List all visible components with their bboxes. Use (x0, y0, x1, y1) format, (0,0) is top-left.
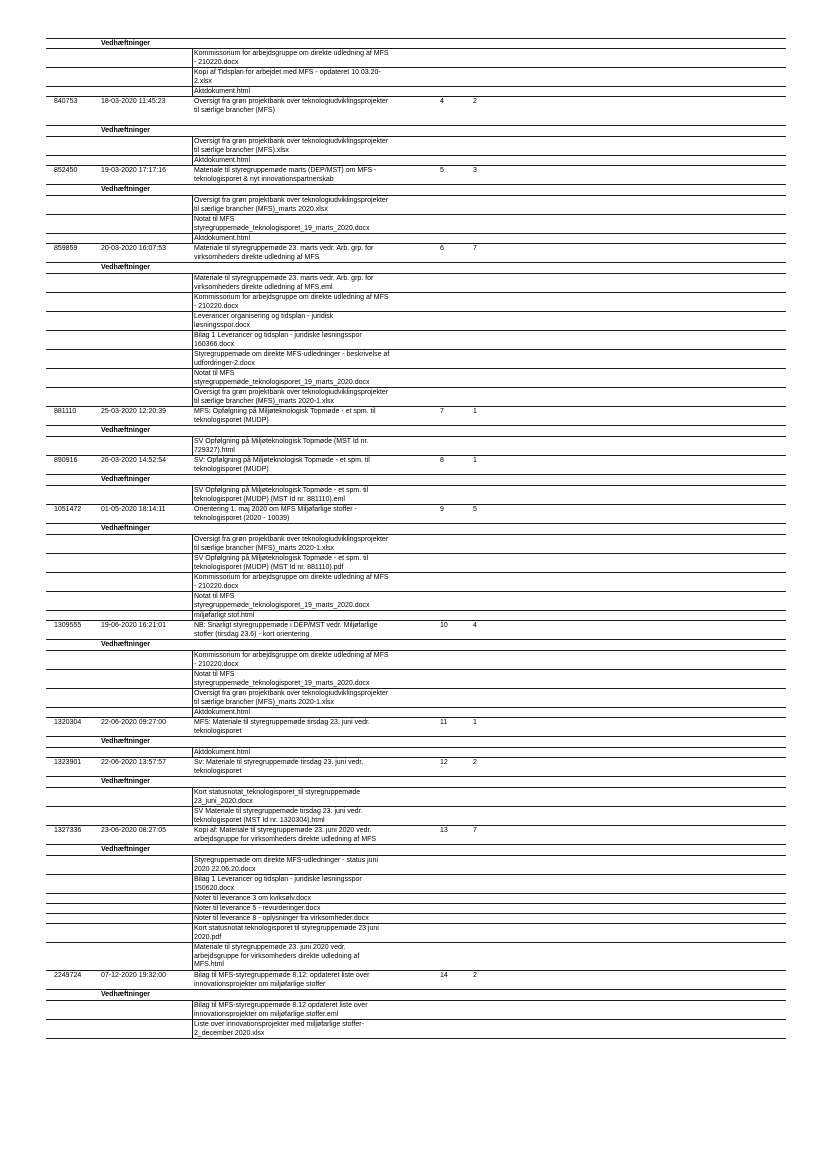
attachment-count: 2 (473, 972, 477, 979)
attachment-divider (192, 894, 193, 904)
attachment-divider (192, 748, 193, 758)
attachment-title: Oversigt fra grøn projektbank over teknologiudviklingsprojekter til særlige brancher (MFS).xlsx (194, 138, 389, 154)
attachment-row (46, 274, 786, 293)
attachment-divider (192, 611, 193, 621)
attachment-count: 7 (473, 245, 477, 252)
attachment-row (46, 748, 786, 758)
attachments-header-row (46, 475, 786, 486)
document-number: 6 (440, 245, 444, 252)
attachment-row (46, 486, 786, 505)
attachment-count: 5 (473, 506, 477, 513)
attachment-divider (192, 1020, 193, 1039)
attachment-divider (192, 651, 193, 670)
record-row (46, 456, 786, 475)
attachment-row (46, 924, 786, 943)
attachment-row (46, 437, 786, 456)
attachment-divider (192, 670, 193, 689)
attachment-row (46, 708, 786, 718)
attachments-heading: Vedhæftninger (101, 738, 151, 745)
attachment-title: Styregruppemøde om direkte MFS-udledninger - status juni 2020 22.06.20.docx (194, 857, 379, 873)
document-title: Materiale til styregruppemøde 23. marts vedr. Arb. grp. for virksomheders direkte udledning af MFS (194, 245, 374, 261)
attachments-heading: Vedhæftninger (101, 846, 151, 853)
document-number: 7 (440, 408, 444, 415)
attachment-divider (192, 554, 193, 573)
attachment-row (46, 312, 786, 331)
attachments-heading: Vedhæftninger (101, 264, 151, 271)
attachment-title: Oversigt fra grøn projektbank over teknologiudviklingsprojekter til særlige brancher (MFS)_marts 2020.xlsx (194, 197, 389, 213)
document-date: 22-06-2020 09:27:00 (101, 719, 166, 726)
attachment-title: Liste over innovationsprojekter med miljøfarlige stoffer- 2_december 2020.xlsx (194, 1021, 364, 1037)
document-id: 881110 (54, 408, 77, 415)
attachments-header-row (46, 845, 786, 856)
attachment-divider (192, 137, 193, 156)
attachment-title: Kort statusnotat_teknologisporet_til styregruppemøde 23_juni_2020.docx (194, 789, 361, 805)
document-title: Bilag til MFS-styregruppemøde 8.12: opdateret liste over innovationsprojekter om miljøfarlige stoffer (194, 972, 370, 988)
attachment-count: 1 (473, 457, 477, 464)
attachment-row (46, 293, 786, 312)
attachment-title: Kommissorium for arbejdsgruppe om direkte udledning af MFS - 210220.docx (194, 574, 389, 590)
attachment-row (46, 914, 786, 924)
attachment-divider (192, 689, 193, 708)
record-row (46, 97, 786, 126)
attachment-title: Noter til leverance 8 - oplysninger fra virksomheder.docx (194, 915, 369, 922)
attachment-divider (192, 592, 193, 611)
document-id: 1309555 (54, 622, 82, 629)
document-id: 852450 (54, 167, 78, 174)
attachments-heading: Vedhæftninger (101, 186, 151, 193)
attachment-divider (192, 788, 193, 807)
attachment-row (46, 788, 786, 807)
attachments-header-row (46, 737, 786, 748)
attachment-divider (192, 215, 193, 234)
attachment-title: Styregruppemøde om direkte MFS-udledninger - beskrivelse af udfordringer-2.docx (194, 351, 390, 367)
attachment-title: Aktdokument.html (194, 235, 251, 242)
attachments-heading: Vedhæftninger (101, 641, 151, 648)
attachment-row (46, 611, 786, 621)
attachment-title: Aktdokument.html (194, 709, 251, 716)
record-row (46, 244, 786, 263)
attachment-count: 4 (473, 622, 477, 629)
attachments-heading: Vedhæftninger (101, 525, 151, 532)
attachment-divider (192, 1001, 193, 1020)
attachment-row (46, 1020, 786, 1039)
record-row (46, 505, 786, 524)
attachment-row (46, 49, 786, 68)
attachments-header-row (46, 524, 786, 535)
attachment-divider (192, 914, 193, 924)
document-date: 01-05-2020 18:14:11 (101, 506, 166, 513)
attachment-divider (192, 904, 193, 914)
attachment-row (46, 350, 786, 369)
attachments-heading: Vedhæftninger (101, 127, 151, 134)
document-title: NB: Snarligt styregruppemøde i DEP/MST vedr. Miljøfarlige stoffer (tirsdag 23.6) - kort orientering (194, 622, 378, 638)
attachment-title: Leverancer organisering og tidsplan - juridisk løsningsspor.docx (194, 313, 334, 329)
document-id: 1051472 (54, 506, 82, 513)
attachment-title: Materiale til styregruppemøde 23. juni 2020 vedr. arbejdsgruppe for virksomheders direkte udledning af MFS.html (194, 944, 360, 969)
document-title: Materiale til styregruppemøde marts (DEP/MST) om MFS - teknologisporet & nyt innovationspartnerskab (194, 167, 377, 183)
record-row (46, 718, 786, 737)
attachment-divider (192, 68, 193, 87)
attachment-row (46, 573, 786, 592)
attachment-title: Bilag til MFS-styregruppemøde 8.12 opdateret liste over innovationsprojekter om miljøfarlige stoffer.eml (194, 1002, 368, 1018)
attachment-divider (192, 293, 193, 312)
attachment-count: 2 (473, 759, 477, 766)
document-id: 859859 (54, 245, 78, 252)
attachment-title: Oversigt fra grøn projektbank over teknologiudviklingsprojekter til særlige brancher (MFS)_marts 2020-1.xlsx (194, 389, 389, 405)
attachment-title: Kommissorium for arbejdsgruppe om direkte udledning af MFS - 210220.docx (194, 50, 389, 66)
attachment-divider (192, 156, 193, 166)
attachment-divider (192, 369, 193, 388)
attachments-heading: Vedhæftninger (101, 778, 151, 785)
attachment-row (46, 388, 786, 407)
document-date: 19-03-2020 17:17:16 (101, 167, 166, 174)
attachment-row (46, 592, 786, 611)
document-date: 25-03-2020 12:20:39 (101, 408, 166, 415)
attachment-title: Notat til MFS styregruppemøde_teknologisporet_19_marts_2020.docx (194, 216, 370, 232)
document-date: 19-06-2020 16:21:01 (101, 622, 166, 629)
document-date: 18-03-2020 11:45:23 (101, 98, 166, 105)
document-number: 5 (440, 167, 444, 174)
attachment-title: SV Opfølgning på Miljøteknologisk Topmøde (MST Id nr. 729327).html (194, 438, 369, 454)
attachment-title: SV Opfølgning på Miljøteknologisk Topmøde - et spm. til teknologisporet (MUDP) (MST Id nr. 881110).pdf (194, 555, 369, 571)
document-number: 14 (440, 972, 448, 979)
attachments-header-row (46, 263, 786, 274)
attachment-row (46, 875, 786, 894)
document-title: MFS: Materiale til styregruppemøde tirsdag 23. juni vedr. teknologisporet (194, 719, 370, 735)
attachment-title: miljøfarligt stof.html (194, 612, 255, 619)
document-id: 890916 (54, 457, 78, 464)
attachment-title: Kort statusnotat teknologisporet til styregruppemøde 23 juni 2020.pdf (194, 925, 379, 941)
document-date: 20-03-2020 16:07:53 (101, 245, 166, 252)
attachment-divider (192, 807, 193, 826)
attachment-title: Oversigt fra grøn projektbank over teknologiudviklingsprojekter til særlige brancher (MFS)_marts 2020-1.xlsx (194, 536, 389, 552)
attachment-row (46, 68, 786, 87)
document-date: 26-03-2020 14:52:54 (101, 457, 166, 464)
attachment-row (46, 807, 786, 826)
record-row (46, 407, 786, 426)
attachment-row (46, 943, 786, 971)
attachment-title: Bilag 1 Leverancer og tidsplan - juridiske løsningsspor 150620.docx (194, 876, 362, 892)
attachment-count: 7 (473, 827, 477, 834)
document-number: 9 (440, 506, 444, 513)
document-id: 1327336 (54, 827, 82, 834)
attachments-header-row (46, 185, 786, 196)
attachment-divider (192, 196, 193, 215)
attachment-row (46, 651, 786, 670)
attachment-title: Oversigt fra grøn projektbank over teknologiudviklingsprojekter til særlige brancher (MFS)_marts 2020-1.xlsx (194, 690, 389, 706)
document-title: MFS: Opfølgning på Miljøteknologisk Topmøde - et spm. til teknologisporet (MUDP) (194, 408, 376, 424)
attachments-header-row (46, 126, 786, 137)
attachments-header-row (46, 640, 786, 651)
record-row (46, 166, 786, 185)
document-title: Oversigt fra grøn projektbank over teknologiudviklingsprojekter til særlige brancher (MFS) (194, 98, 389, 114)
attachment-row (46, 535, 786, 554)
document-number: 10 (440, 622, 448, 629)
attachment-divider (192, 274, 193, 293)
attachments-heading: Vedhæftninger (101, 427, 151, 434)
attachment-divider (192, 856, 193, 875)
document-id: 1323901 (54, 759, 82, 766)
document-id: 2249724 (54, 972, 82, 979)
document-title: Orientering 1. maj 2020 om MFS Miljøfarlige stoffer - teknologisporet (2020 - 10039) (194, 506, 357, 522)
attachment-title: Materiale til styregruppemøde 23. marts vedr. Arb. grp. for virksomheders direkte udledning af MFS.eml (194, 275, 374, 291)
attachment-title: Noter til leverance 3 om kviksølv.docx (194, 895, 311, 902)
attachment-title: Notat til MFS styregruppemøde_teknologisporet_19_marts_2020.docx (194, 671, 370, 687)
document-number: 13 (440, 827, 448, 834)
attachment-divider (192, 87, 193, 97)
attachment-title: Noter til leverance 5 - revurderinger.docx (194, 905, 321, 912)
attachment-count: 2 (473, 98, 477, 105)
attachment-title: Notat til MFS styregruppemøde_teknologisporet_19_marts_2020.docx (194, 593, 370, 609)
attachment-count: 1 (473, 719, 477, 726)
attachment-divider (192, 234, 193, 244)
attachment-title: Aktdokument.html (194, 88, 251, 95)
document-title: Sv: Materiale til styregruppemøde tirsdag 23. juni vedr. teknologisporet (194, 759, 364, 775)
attachments-heading: Vedhæftninger (101, 991, 151, 998)
attachment-row (46, 87, 786, 97)
attachments-header-row (46, 777, 786, 788)
attachment-title: Aktdokument.html (194, 157, 251, 164)
attachment-row (46, 554, 786, 573)
attachment-row (46, 689, 786, 708)
document-title: SV: Opfølgning på Miljøteknologisk Topmøde - et spm. til teknologisporet (MUDP) (194, 457, 370, 473)
attachments-heading: Vedhæftninger (101, 40, 151, 47)
attachment-divider (192, 312, 193, 331)
attachment-row (46, 856, 786, 875)
attachments-header-row (46, 426, 786, 437)
document-id: 1320304 (54, 719, 82, 726)
attachment-title: Aktdokument.html (194, 749, 251, 756)
attachment-divider (192, 486, 193, 505)
attachment-row (46, 670, 786, 689)
attachment-title: Bilag 1 Leverancer og tidsplan - juridiske løsningsspor 160366.docx (194, 332, 362, 348)
attachment-row (46, 156, 786, 166)
attachment-row (46, 196, 786, 215)
attachment-divider (192, 331, 193, 350)
document-number: 8 (440, 457, 444, 464)
attachment-row (46, 215, 786, 234)
attachments-header-row (46, 990, 786, 1001)
attachments-heading: Vedhæftninger (101, 476, 151, 483)
attachment-row (46, 331, 786, 350)
document-page (46, 38, 786, 1039)
attachment-row (46, 1001, 786, 1020)
attachment-divider (192, 943, 193, 971)
attachment-row (46, 894, 786, 904)
attachment-count: 3 (473, 167, 477, 174)
document-number: 12 (440, 759, 448, 766)
attachment-title: Kopi af Tidsplan for arbejdet med MFS - opdateret 10.03.20- 2.xlsx (194, 69, 381, 85)
attachment-divider (192, 49, 193, 68)
attachment-row (46, 137, 786, 156)
attachments-header-row (46, 38, 786, 49)
attachment-divider (192, 875, 193, 894)
attachment-divider (192, 535, 193, 554)
record-row (46, 971, 786, 990)
attachment-title: Notat til MFS styregruppemøde_teknologisporet_19_marts_2020.docx (194, 370, 370, 386)
document-date: 23-06-2020 08:27:05 (101, 827, 166, 834)
document-date: 07-12-2020 19:32:00 (101, 972, 166, 979)
attachment-row (46, 234, 786, 244)
attachment-title: Kommissorium for arbejdsgruppe om direkte udledning af MFS - 210220.docx (194, 294, 389, 310)
attachment-divider (192, 573, 193, 592)
record-row (46, 621, 786, 640)
document-number: 4 (440, 98, 444, 105)
attachment-row (46, 369, 786, 388)
attachment-title: Kommissorium for arbejdsgruppe om direkte udledning af MFS - 210220.docx (194, 652, 389, 668)
document-id: 840753 (54, 98, 78, 105)
document-title: Kopi af: Materiale til styregruppemøde 23. juni 2020 vedr. arbejdsgruppe for virksomheders direkte udledning af MFS (194, 827, 377, 843)
attachment-divider (192, 388, 193, 407)
attachment-row (46, 904, 786, 914)
document-number: 11 (440, 719, 448, 726)
attachment-divider (192, 350, 193, 369)
attachment-divider (192, 708, 193, 718)
record-row (46, 758, 786, 777)
attachment-title: SV Opfølgning på Miljøteknologisk Topmøde - et spm. til teknologisporet (MUDP) (MST Id nr. 881110).eml (194, 487, 369, 503)
attachment-title: SV Materiale til styregruppemøde tirsdag 23. juni vedr. teknologisporet (MST Id nr. 1320304).html (194, 808, 363, 824)
attachment-count: 1 (473, 408, 477, 415)
record-row (46, 826, 786, 845)
attachment-divider (192, 924, 193, 943)
attachment-divider (192, 437, 193, 456)
document-date: 22-06-2020 13:57:57 (101, 759, 166, 766)
